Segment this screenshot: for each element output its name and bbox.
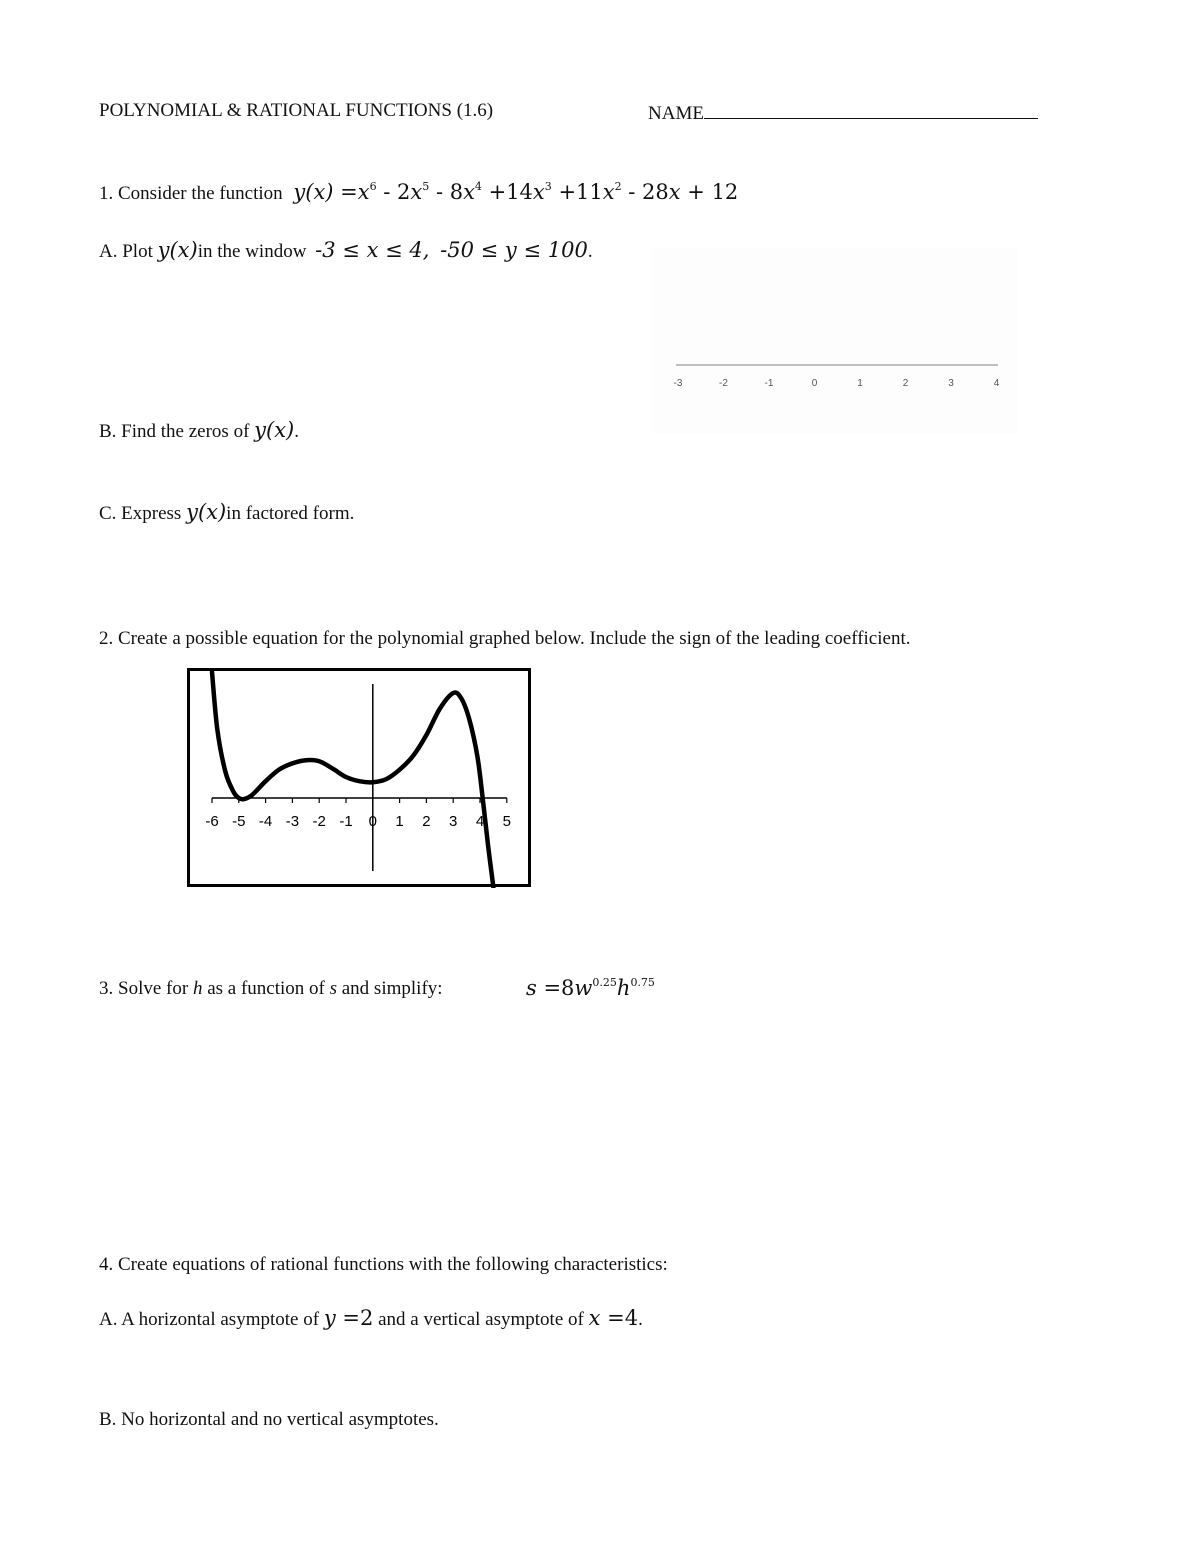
- q4-prompt: 4. Create equations of rational functions with the following characteristics:: [99, 1254, 668, 1275]
- x-tick-label: -5: [232, 813, 246, 830]
- q1a-period: .: [587, 241, 593, 262]
- x-tick-label: 3: [948, 378, 954, 389]
- q4a-label: A. A horizontal asymptote of: [99, 1309, 320, 1330]
- x-tick-label: 5: [502, 813, 511, 830]
- q1a-statement: [99, 238, 593, 263]
- q2-polynomial-graph: [187, 668, 531, 888]
- q1-prompt: 1. Consider the function: [99, 183, 283, 204]
- q1a-label: A. Plot: [99, 241, 153, 262]
- q1-plot-area: [652, 248, 1018, 434]
- q3-prompt-b: as a function of: [207, 978, 325, 999]
- q4a-horizontal-asymptote: y =2: [323, 1306, 374, 1330]
- x-tick-label: 2: [422, 813, 431, 830]
- x-tick-label: -3: [673, 378, 683, 389]
- x-tick-label: 1: [395, 813, 404, 830]
- x-tick-label: -3: [285, 813, 300, 830]
- q1c-label: C. Express: [99, 503, 182, 524]
- q3-prompt-c: and simplify:: [341, 978, 443, 999]
- q3-var-h: h: [192, 978, 203, 999]
- q1-function-equation: $y(x) =x^6 - 2x^5 - 8x^4 +14x^3 +11x^2 - 28x + 12$: [293, 180, 739, 204]
- x-tick-label: -2: [719, 378, 728, 389]
- q4a-mid: and a vertical asymptote of: [378, 1309, 584, 1330]
- q1-statement: [99, 180, 738, 205]
- q4a-vertical-asymptote: x =4: [588, 1306, 639, 1330]
- x-tick-label: -6: [205, 813, 219, 830]
- q1b-label: B. Find the zeros of: [99, 421, 250, 442]
- q1c-text: in factored form.: [226, 503, 355, 524]
- name-blank-line[interactable]: [704, 100, 1038, 119]
- q1b-yx: y(x): [254, 418, 295, 442]
- q1a-yx: y(x): [157, 238, 198, 262]
- q2-prompt: 2. Create a possible equation for the polynomial graphed below. Include the sign of the leading coefficient.: [99, 628, 911, 649]
- x-tick-label: 0: [811, 378, 818, 389]
- x-tick-label: 0: [368, 813, 377, 830]
- q1c-statement: [99, 500, 354, 525]
- x-tick-label: -2: [312, 813, 326, 830]
- q1a-text: in the window: [197, 241, 307, 262]
- q1c-yx: y(x): [186, 500, 227, 524]
- plot-background: [652, 248, 1018, 434]
- q3-statement: [99, 978, 443, 1000]
- x-tick-label: -1: [339, 813, 353, 830]
- worksheet-title: POLYNOMIAL & RATIONAL FUNCTIONS (1.6): [99, 100, 494, 121]
- x-tick-label: 2: [902, 378, 909, 389]
- q1a-window-y: -50 ≤ y ≤ 100: [440, 238, 588, 262]
- x-tick-label: 1: [857, 378, 863, 389]
- q4a-period: .: [638, 1309, 643, 1330]
- x-tick-label: 3: [449, 813, 458, 830]
- name-field[interactable]: [648, 100, 1038, 125]
- x-tick-label: -1: [764, 378, 774, 389]
- x-tick-label: 4: [993, 378, 1000, 389]
- q3-equation: $s =8w^{0.25}h^{0.75}$: [526, 976, 655, 1000]
- x-tick-label: -4: [258, 813, 273, 830]
- x-tick-label: 4: [475, 813, 485, 830]
- q4a-statement: [99, 1306, 643, 1331]
- name-label: NAME: [648, 103, 704, 124]
- q1b-statement: [99, 418, 299, 443]
- q3-prompt-a: 3. Solve for: [99, 978, 189, 999]
- q3-var-s: s: [329, 978, 337, 999]
- q4b-statement: B. No horizontal and no vertical asymptotes.: [99, 1409, 439, 1430]
- q1a-window-x: -3 ≤ x ≤ 4,: [315, 238, 430, 262]
- q1b-period: .: [294, 421, 299, 442]
